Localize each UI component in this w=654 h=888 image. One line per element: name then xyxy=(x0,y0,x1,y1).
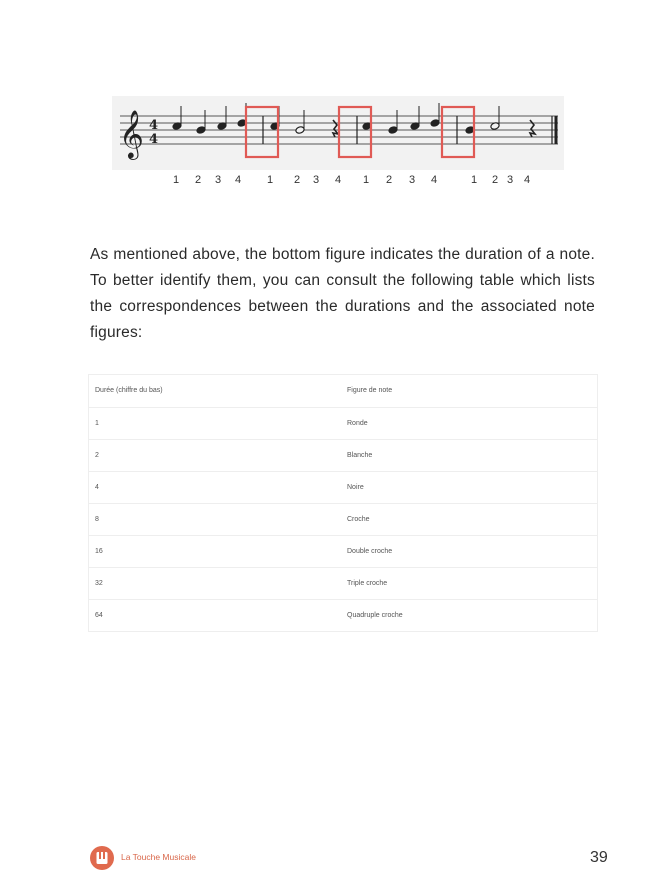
table-cell-duration: 16 xyxy=(95,548,103,555)
beat-count: 1 xyxy=(266,174,274,186)
half-note-icon xyxy=(295,126,305,135)
table-cell-duration: 32 xyxy=(95,580,103,587)
table-row xyxy=(89,440,597,472)
table-cell-figure: Quadruple croche xyxy=(347,612,403,619)
beat-count: 2 xyxy=(293,174,301,186)
table-cell-duration: 64 xyxy=(95,612,103,619)
quarter-note-icon xyxy=(196,126,206,135)
table-cell-figure: Blanche xyxy=(347,452,373,459)
duration-table xyxy=(88,374,598,632)
quarter-note-icon xyxy=(430,119,440,128)
table-cell-figure: Noire xyxy=(347,484,364,491)
beat-count: 1 xyxy=(362,174,370,186)
table-row xyxy=(89,536,597,568)
table-cell-figure: Croche xyxy=(347,516,370,523)
table-header-row xyxy=(89,375,597,408)
score-staff-svg xyxy=(112,96,564,170)
table-cell-figure: Double croche xyxy=(347,548,393,555)
beat-count: 2 xyxy=(491,174,499,186)
table-row xyxy=(89,408,597,440)
table-header-duration: Durée (chiffre du bas) xyxy=(95,387,163,394)
beat-count: 1 xyxy=(470,174,478,186)
beat-count: 2 xyxy=(194,174,202,186)
highlight-box-2 xyxy=(339,107,371,157)
quarter-note-icon xyxy=(388,126,398,135)
page-number: 39 xyxy=(590,849,608,866)
table-cell-figure: Triple croche xyxy=(347,580,388,587)
treble-clef-icon: 𝄞 xyxy=(119,109,144,158)
table-cell-duration: 1 xyxy=(95,420,99,427)
table-header-figure: Figure de note xyxy=(347,387,393,394)
beat-counts xyxy=(0,174,654,192)
body-paragraph: As mentioned above, the bottom figure indicates the duration of a note. To better identify them, you can consult the following table which lists the correspondences between the durations and the associated note figures: xyxy=(90,246,595,341)
beat-count: 2 xyxy=(385,174,393,186)
beat-count: 4 xyxy=(334,174,342,186)
table-cell-figure: Ronde xyxy=(347,420,368,427)
beat-count: 3 xyxy=(506,174,514,186)
beat-count: 4 xyxy=(234,174,242,186)
table-row xyxy=(89,472,597,504)
beat-count: 3 xyxy=(312,174,320,186)
beat-count: 4 xyxy=(430,174,438,186)
highlight-box-1 xyxy=(246,107,278,157)
table-row xyxy=(89,568,597,600)
table-cell-duration: 4 xyxy=(95,484,99,491)
beat-count: 3 xyxy=(408,174,416,186)
table-row xyxy=(89,504,597,536)
time-signature-top: 4 xyxy=(149,118,159,133)
beat-count: 3 xyxy=(214,174,222,186)
beat-count: 4 xyxy=(523,174,531,186)
table-cell-duration: 8 xyxy=(95,516,99,523)
beat-count: 1 xyxy=(172,174,180,186)
footer-brand: La Touche Musicale xyxy=(121,852,196,862)
table-cell-duration: 2 xyxy=(95,452,99,459)
brand-logo-icon xyxy=(90,846,114,870)
time-signature-bottom: 4 xyxy=(149,132,159,147)
table-row xyxy=(89,600,597,632)
music-score-figure xyxy=(112,96,564,170)
